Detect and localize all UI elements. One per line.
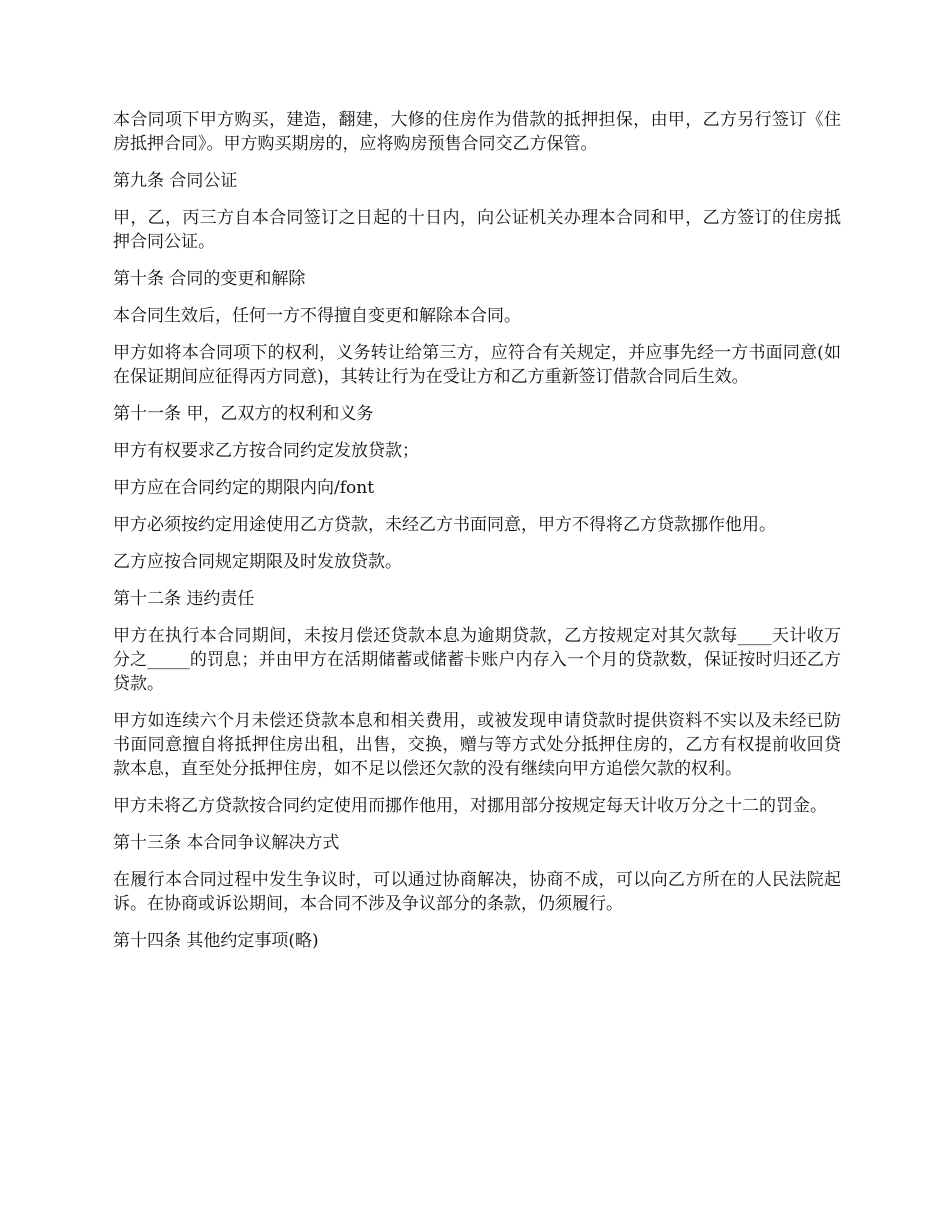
paragraph-dispute-resolution: 在履行本合同过程中发生争议时，可以通过协商解决，协商不成，可以向乙方所在的人民法院起诉。在协商或诉讼期间，本合同不涉及争议部分的条款，仍须履行。 <box>113 870 841 914</box>
paragraph-mortgage-guarantee: 本合同项下甲方购买，建造，翻建，大修的住房作为借款的抵押担保，由甲，乙方另行签订《住房抵押合同》。甲方购买期房的，应将购房预售合同交乙方保管。 <box>113 110 841 154</box>
heading-article-14: 第十四条 其他约定事项(略) <box>113 931 319 951</box>
heading-article-13: 第十三条 本合同争议解决方式 <box>113 833 340 853</box>
paragraph-notarization: 甲，乙，丙三方自本合同签订之日起的十日内，向公证机关办理本合同和甲，乙方签订的住房抵押合同公证。 <box>113 208 841 252</box>
paragraph-overdue-penalty: 甲方在执行本合同期间，未按月偿还贷款本息为逾期贷款，乙方按规定对其欠款每____天计收万分之_____的罚息；并由甲方在活期储蓄或储蓄卡账户内存入一个月的贷款数，保证按时归还乙方贷款。 <box>113 626 841 694</box>
heading-article-11: 第十一条 甲，乙双方的权利和义务 <box>113 404 374 424</box>
paragraph-use-as-agreed: 甲方必须按约定用途使用乙方贷款，未经乙方书面同意，甲方不得将乙方贷款挪作他用。 <box>113 515 776 535</box>
heading-article-10: 第十条 合同的变更和解除 <box>113 269 306 289</box>
paragraph-transfer-rights: 甲方如将本合同项下的权利，义务转让给第三方，应符合有关规定，并应事先经一方书面同意(如在保证期间应征得丙方同意)，其转让行为在受让方和乙方重新签订借款合同后生效。 <box>113 343 841 387</box>
heading-article-9: 第九条 合同公证 <box>113 171 238 191</box>
paragraph-default-recovery: 甲方如连续六个月未偿还贷款本息和相关费用，或被发现申请贷款时提供资料不实以及未经已防书面同意擅自将抵押住房出租，出售，交换，赠与等方式处分抵押住房的，乙方有权提前收回贷款本息，直至处分抵押住房，如不足以偿还欠款的没有继续向甲方追偿欠款的权利。 <box>113 711 841 779</box>
paragraph-no-unilateral-change: 本合同生效后，任何一方不得擅自变更和解除本合同。 <box>113 306 521 326</box>
paragraph-repay-within-term: 甲方应在合同约定的期限内向/font <box>113 478 375 498</box>
paragraph-misuse-fine: 甲方未将乙方贷款按合同约定使用而挪作他用，对挪用部分按规定每天计收万分之十二的罚金。 <box>113 796 827 816</box>
paragraph-right-to-loan: 甲方有权要求乙方按合同约定发放贷款； <box>113 441 419 461</box>
paragraph-timely-disbursement: 乙方应按合同规定期限及时发放贷款。 <box>113 552 402 572</box>
heading-article-12: 第十二条 违约责任 <box>113 589 255 609</box>
document-page <box>113 108 841 966</box>
